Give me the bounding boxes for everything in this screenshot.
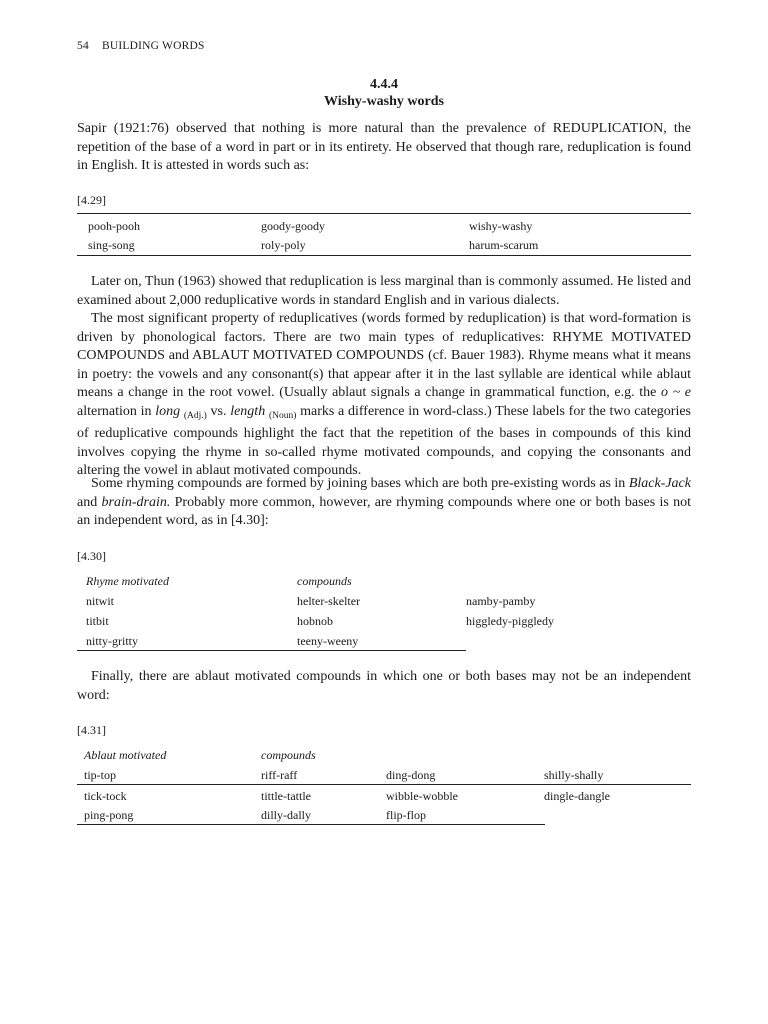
table-cell: pooh-pooh [88,219,140,233]
example-word-length: length [230,403,266,419]
table-cell: dingle-dangle [544,789,610,803]
table-cell: namby-pamby [466,594,536,608]
table-rule-bottom [77,650,466,651]
example-brain-drain: brain-drain. [101,494,171,510]
table-rule-top [77,213,691,214]
paragraph-3-text: marks a difference in word-class.) These labels for the two categories of reduplicative compounds highlight the fact that the repetition of the bases in compounds of this kind involves copying the rhyme in so-called rhyme motivated compounds, and copying the consonants and altering the vowel in ablaut motivated compounds. [77,403,692,478]
example-word-long: long [155,403,181,419]
paragraph-1: Sapir (1921:76) observed that nothing is more natural than the prevalence of REDUPLICATION, the repetition of the base of a word in part or in its entirety. He observed that though rare, reduplication is found in English. It is attested in words such as: [77,121,691,173]
paragraph-4-text: Some rhyming compounds are formed by joining bases which are both pre-existing words as in [91,476,629,491]
section-title: Wishy-washy words [324,94,444,109]
table-cell: roly-poly [261,238,306,252]
table-rule-bottom [77,824,545,825]
word-class-noun: (Noun) [268,410,297,421]
table-header: Ablaut motivated [84,748,167,762]
table-cell: helter-skelter [297,594,361,608]
running-head [77,40,205,52]
table-cell: teeny-weeny [297,634,359,648]
table-cell: dilly-dally [261,808,311,822]
paragraph-3-text: alternation in [77,403,156,419]
table-rule-bottom [77,255,691,256]
ablaut-alternation: o ~ e [660,385,692,400]
word-class-adj: (Adj.) [183,410,207,421]
table-cell: goody-goody [261,219,325,233]
table-cell: titbit [86,614,109,628]
paragraph-2: Later on, Thun (1963) showed that reduplication is less marginal than is commonly assumed. He listed and examined about 2,000 reduplicative words in standard English and in various dialects. [77,274,691,308]
table-cell: higgledy-piggledy [466,614,554,628]
table-cell: nitwit [86,594,115,608]
table-cell: harum-scarum [469,238,539,252]
paragraph-3 [77,310,691,481]
paragraph-4-text: and [77,494,102,510]
paragraph-4 [77,475,691,531]
paragraph-3-text: The most significant property of reduplicatives (words formed by reduplication) is that word-formation is driven by phonological factors. There are two main types of reduplicatives: RHYME MOTIVATED COMPOUNDS and ABLAUT MOTIVATED COMPOUNDS (cf. Bauer 1983). Rhyme means what it means in poetry: the vowels and any consonant(s) that appear after it in the last syllable are identical while ablaut means a change in the root vowel. (Usually ablaut signals a change in grammatical function, e.g. the [77,311,691,400]
table-cell: flip-flop [386,808,426,822]
example-label-4-31: [4.31] [77,723,106,737]
table-header: compounds [261,748,316,762]
table-cell: hobnob [297,614,333,628]
table-cell: wishy-washy [469,219,533,233]
section-number: 4.4.4 [370,77,398,92]
example-black-jack: Black-Jack [628,476,691,491]
table-cell: nitty-gritty [86,634,138,648]
table-cell: wibble-wobble [386,789,458,803]
table-cell: tip-top [84,768,116,782]
table-cell: tick-tock [84,789,127,803]
running-head-title: BUILDING WORDS [101,40,205,52]
paragraph-4-text: Probably more common, however, are rhyming compounds where one or both bases is not an independent word, as in [4.30]: [77,494,691,528]
example-label-4-30: [4.30] [77,549,106,563]
paragraph-5: Finally, there are ablaut motivated compounds in which one or both bases may not be an independent word: [77,669,691,703]
table-cell: ping-pong [84,808,134,822]
table-cell: riff-raff [261,768,298,782]
page-number: 54 [77,40,89,52]
table-rule-middle [77,784,691,785]
table-cell: ding-dong [386,768,436,782]
table-cell: sing-song [88,238,135,252]
paragraph-3-text: vs. [206,403,231,419]
example-label-4-29: [4.29] [77,193,106,207]
table-header: Rhyme motivated [86,574,169,588]
table-cell: shilly-shally [544,768,604,782]
table-cell: tittle-tattle [261,789,311,803]
table-header: compounds [297,574,352,588]
